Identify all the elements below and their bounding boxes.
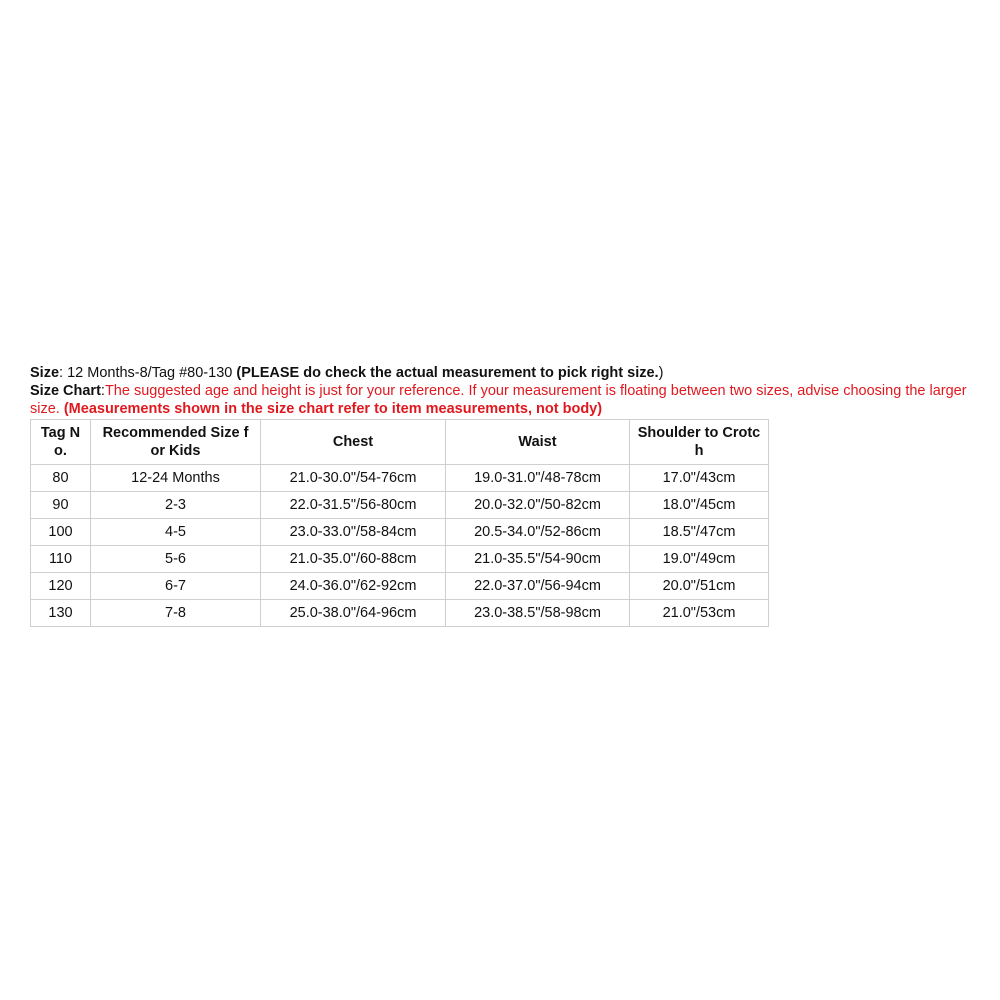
cell-shoulder: 18.5"/47cm [630, 519, 769, 546]
size-notice-close: ) [658, 365, 664, 381]
size-chart-line [30, 382, 970, 418]
cell-size: 7-8 [91, 600, 261, 627]
size-label: Size [30, 365, 60, 381]
cell-tag: 120 [31, 573, 91, 600]
size-line [30, 364, 970, 382]
header-waist: Waist [446, 420, 630, 465]
table-header-row [31, 420, 769, 465]
cell-waist: 23.0-38.5"/58-98cm [446, 600, 630, 627]
header-recommended-size [91, 420, 261, 465]
cell-chest: 21.0-30.0"/54-76cm [261, 465, 446, 492]
cell-size: 6-7 [91, 573, 261, 600]
cell-size: 2-3 [91, 492, 261, 519]
header-tag-no-line2: o. [54, 443, 67, 459]
cell-size: 4-5 [91, 519, 261, 546]
cell-chest: 24.0-36.0"/62-92cm [261, 573, 446, 600]
cell-shoulder: 17.0"/43cm [630, 465, 769, 492]
cell-size: 12-24 Months [91, 465, 261, 492]
table-row [31, 573, 769, 600]
cell-shoulder: 19.0"/49cm [630, 546, 769, 573]
size-chart-bold-note: (Measurements shown in the size chart refer to item measurements, not body) [63, 401, 603, 417]
cell-shoulder: 18.0"/45cm [630, 492, 769, 519]
header-shoulder-to-crotch [630, 420, 769, 465]
size-chart-label: Size Chart [30, 383, 101, 399]
table-row [31, 546, 769, 573]
cell-tag: 130 [31, 600, 91, 627]
cell-shoulder: 21.0"/53cm [630, 600, 769, 627]
cell-tag: 80 [31, 465, 91, 492]
cell-waist: 22.0-37.0"/56-94cm [446, 573, 630, 600]
table-row [31, 600, 769, 627]
size-chart-table [30, 419, 769, 627]
size-chart-note: The suggested age and height is just for your reference. If your measurement is floating between two sizes, advise choosing the larger size. [30, 383, 967, 417]
cell-chest: 23.0-33.0"/58-84cm [261, 519, 446, 546]
cell-chest: 22.0-31.5"/56-80cm [261, 492, 446, 519]
cell-size: 5-6 [91, 546, 261, 573]
table-row [31, 519, 769, 546]
size-notice: (PLEASE do check the actual measurement to pick right size. [236, 365, 659, 381]
cell-shoulder: 20.0"/51cm [630, 573, 769, 600]
cell-waist: 20.0-32.0"/50-82cm [446, 492, 630, 519]
header-tag-no [31, 420, 91, 465]
header-shoulder-line2: h [694, 443, 704, 459]
header-recommended-size-line1: Recommended Size f [102, 425, 249, 441]
cell-waist: 21.0-35.5"/54-90cm [446, 546, 630, 573]
header-shoulder-line1: Shoulder to Crotc [637, 425, 761, 441]
size-info-block [30, 364, 970, 627]
header-chest: Chest [261, 420, 446, 465]
table-row [31, 465, 769, 492]
cell-chest: 25.0-38.0"/64-96cm [261, 600, 446, 627]
header-recommended-size-line2: or Kids [150, 443, 201, 459]
cell-tag: 90 [31, 492, 91, 519]
header-tag-no-line1: Tag N [40, 425, 81, 441]
cell-waist: 20.5-34.0"/52-86cm [446, 519, 630, 546]
table-row [31, 492, 769, 519]
size-chart-separator: : [100, 383, 105, 399]
cell-waist: 19.0-31.0"/48-78cm [446, 465, 630, 492]
cell-tag: 110 [31, 546, 91, 573]
size-separator: : [59, 365, 68, 381]
cell-chest: 21.0-35.0"/60-88cm [261, 546, 446, 573]
cell-tag: 100 [31, 519, 91, 546]
size-value: 12 Months-8/Tag #80-130 [67, 365, 237, 381]
